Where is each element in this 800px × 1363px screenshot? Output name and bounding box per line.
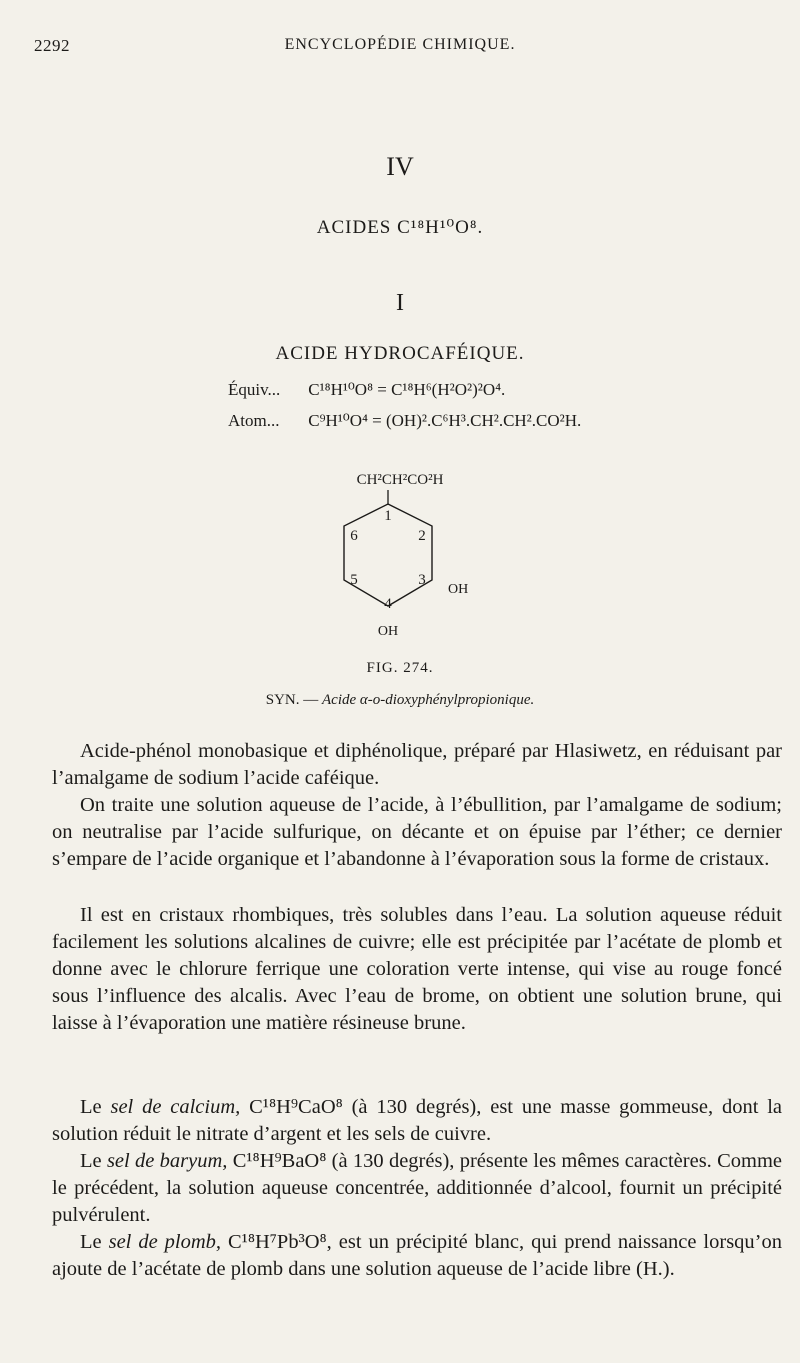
ring-position-2: 2	[418, 528, 426, 544]
chapter-title: ACIDES C¹⁸H¹⁰O⁸.	[316, 217, 484, 238]
paragraph-4	[52, 1094, 782, 1148]
ring-position-5: 5	[350, 572, 358, 588]
compound-name: ACIDE HYDROCAFÉIQUE.	[275, 343, 525, 364]
synonym-name: Acide α-o-dioxyphénylpropionique.	[322, 692, 535, 708]
p5-text: C¹⁸H⁹BaO⁸ (à 130 degrés), présente les mêmes caractères. Comme le précédent, la solution aqueuse concentrée, additionnée d’alcool, fournit un précipité pulvérulent.	[52, 1150, 783, 1226]
p4-salt-name: sel de calcium,	[110, 1096, 241, 1118]
p5-salt-name: sel de baryum,	[106, 1150, 228, 1172]
ring-position-3: 3	[418, 572, 426, 588]
equiv-formula-row	[228, 380, 505, 400]
equiv-formula: C¹⁸H¹⁰O⁸ = C¹⁸H⁶(H²O²)²O⁴.	[308, 380, 506, 399]
atom-label: Atom...	[228, 411, 280, 430]
paragraph-3-text: Il est en cristaux rhombiques, très solubles dans l’eau. La solution aqueuse réduit facilement les solutions alcalines de cuivre; elle est précipitée par l’acétate de plomb et donne avec le chlorure ferrique une coloration verte intense, qui vise au rouge foncé sous l’influence des alcalis. Avec l’eau de brome, on obtient une solution brune, qui laisse à l’évaporation une matière résineuse brune.	[52, 904, 782, 1034]
paragraph-3	[52, 902, 782, 1037]
p4-text: C¹⁸H⁹CaO⁸ (à 130 degrés), est une masse gommeuse, dont la solution réduit le nitrate d’argent et les sels de cuivre.	[52, 1096, 783, 1145]
hydroxyl-right-label: OH	[448, 582, 469, 597]
running-title: ENCYCLOPÉDIE CHIMIQUE.	[284, 36, 516, 53]
synonym-prefix: SYN. —	[265, 692, 319, 708]
ring-position-1: 1	[384, 508, 392, 524]
figure-caption: FIG. 274.	[366, 660, 434, 676]
p6-text: C¹⁸H⁷Pb³O⁸, est un précipité blanc, qui prend naissance lorsqu’on ajoute de l’acétate de plomb dans une solution aqueuse de l’acide libre (H.).	[52, 1231, 783, 1280]
atom-formula-row	[228, 411, 581, 431]
side-chain-label: CH²CH²CO²H	[356, 472, 444, 488]
benzene-ring-figure	[300, 460, 500, 660]
paragraph-6	[52, 1229, 782, 1283]
chapter-number: IV	[386, 152, 414, 181]
p4-lead: Le	[80, 1096, 102, 1118]
hydroxyl-bottom-label: OH	[377, 624, 399, 639]
ring-position-4: 4	[384, 596, 392, 612]
atom-formula: C⁹H¹⁰O⁴ = (OH)².C⁶H³.CH².CH².CO²H.	[308, 411, 582, 430]
equiv-label: Équiv...	[228, 380, 281, 399]
synonym-line	[0, 692, 800, 709]
section-number: I	[396, 290, 404, 316]
paragraph-1	[52, 738, 782, 792]
ring-position-6: 6	[350, 528, 358, 544]
p6-salt-name: sel de plomb,	[108, 1231, 222, 1253]
p5-lead: Le	[80, 1150, 102, 1172]
page-number: 2292	[34, 36, 70, 55]
paragraph-2-text: On traite une solution aqueuse de l’acide, à l’ébullition, par l’amalgame de sodium; on neutralise par l’acide sulfurique, on décante et on épuise par l’éther; ce dernier s’empare de l’acide organique et l’abandonne à l’évaporation sous la forme de cristaux.	[52, 794, 782, 870]
p6-lead: Le	[80, 1231, 102, 1253]
paragraph-2	[52, 792, 782, 873]
paragraph-5	[52, 1148, 782, 1229]
paragraph-1-text: Acide-phénol monobasique et diphénolique, préparé par Hlasiwetz, en réduisant par l’amalgame de sodium l’acide caféique.	[52, 740, 782, 789]
